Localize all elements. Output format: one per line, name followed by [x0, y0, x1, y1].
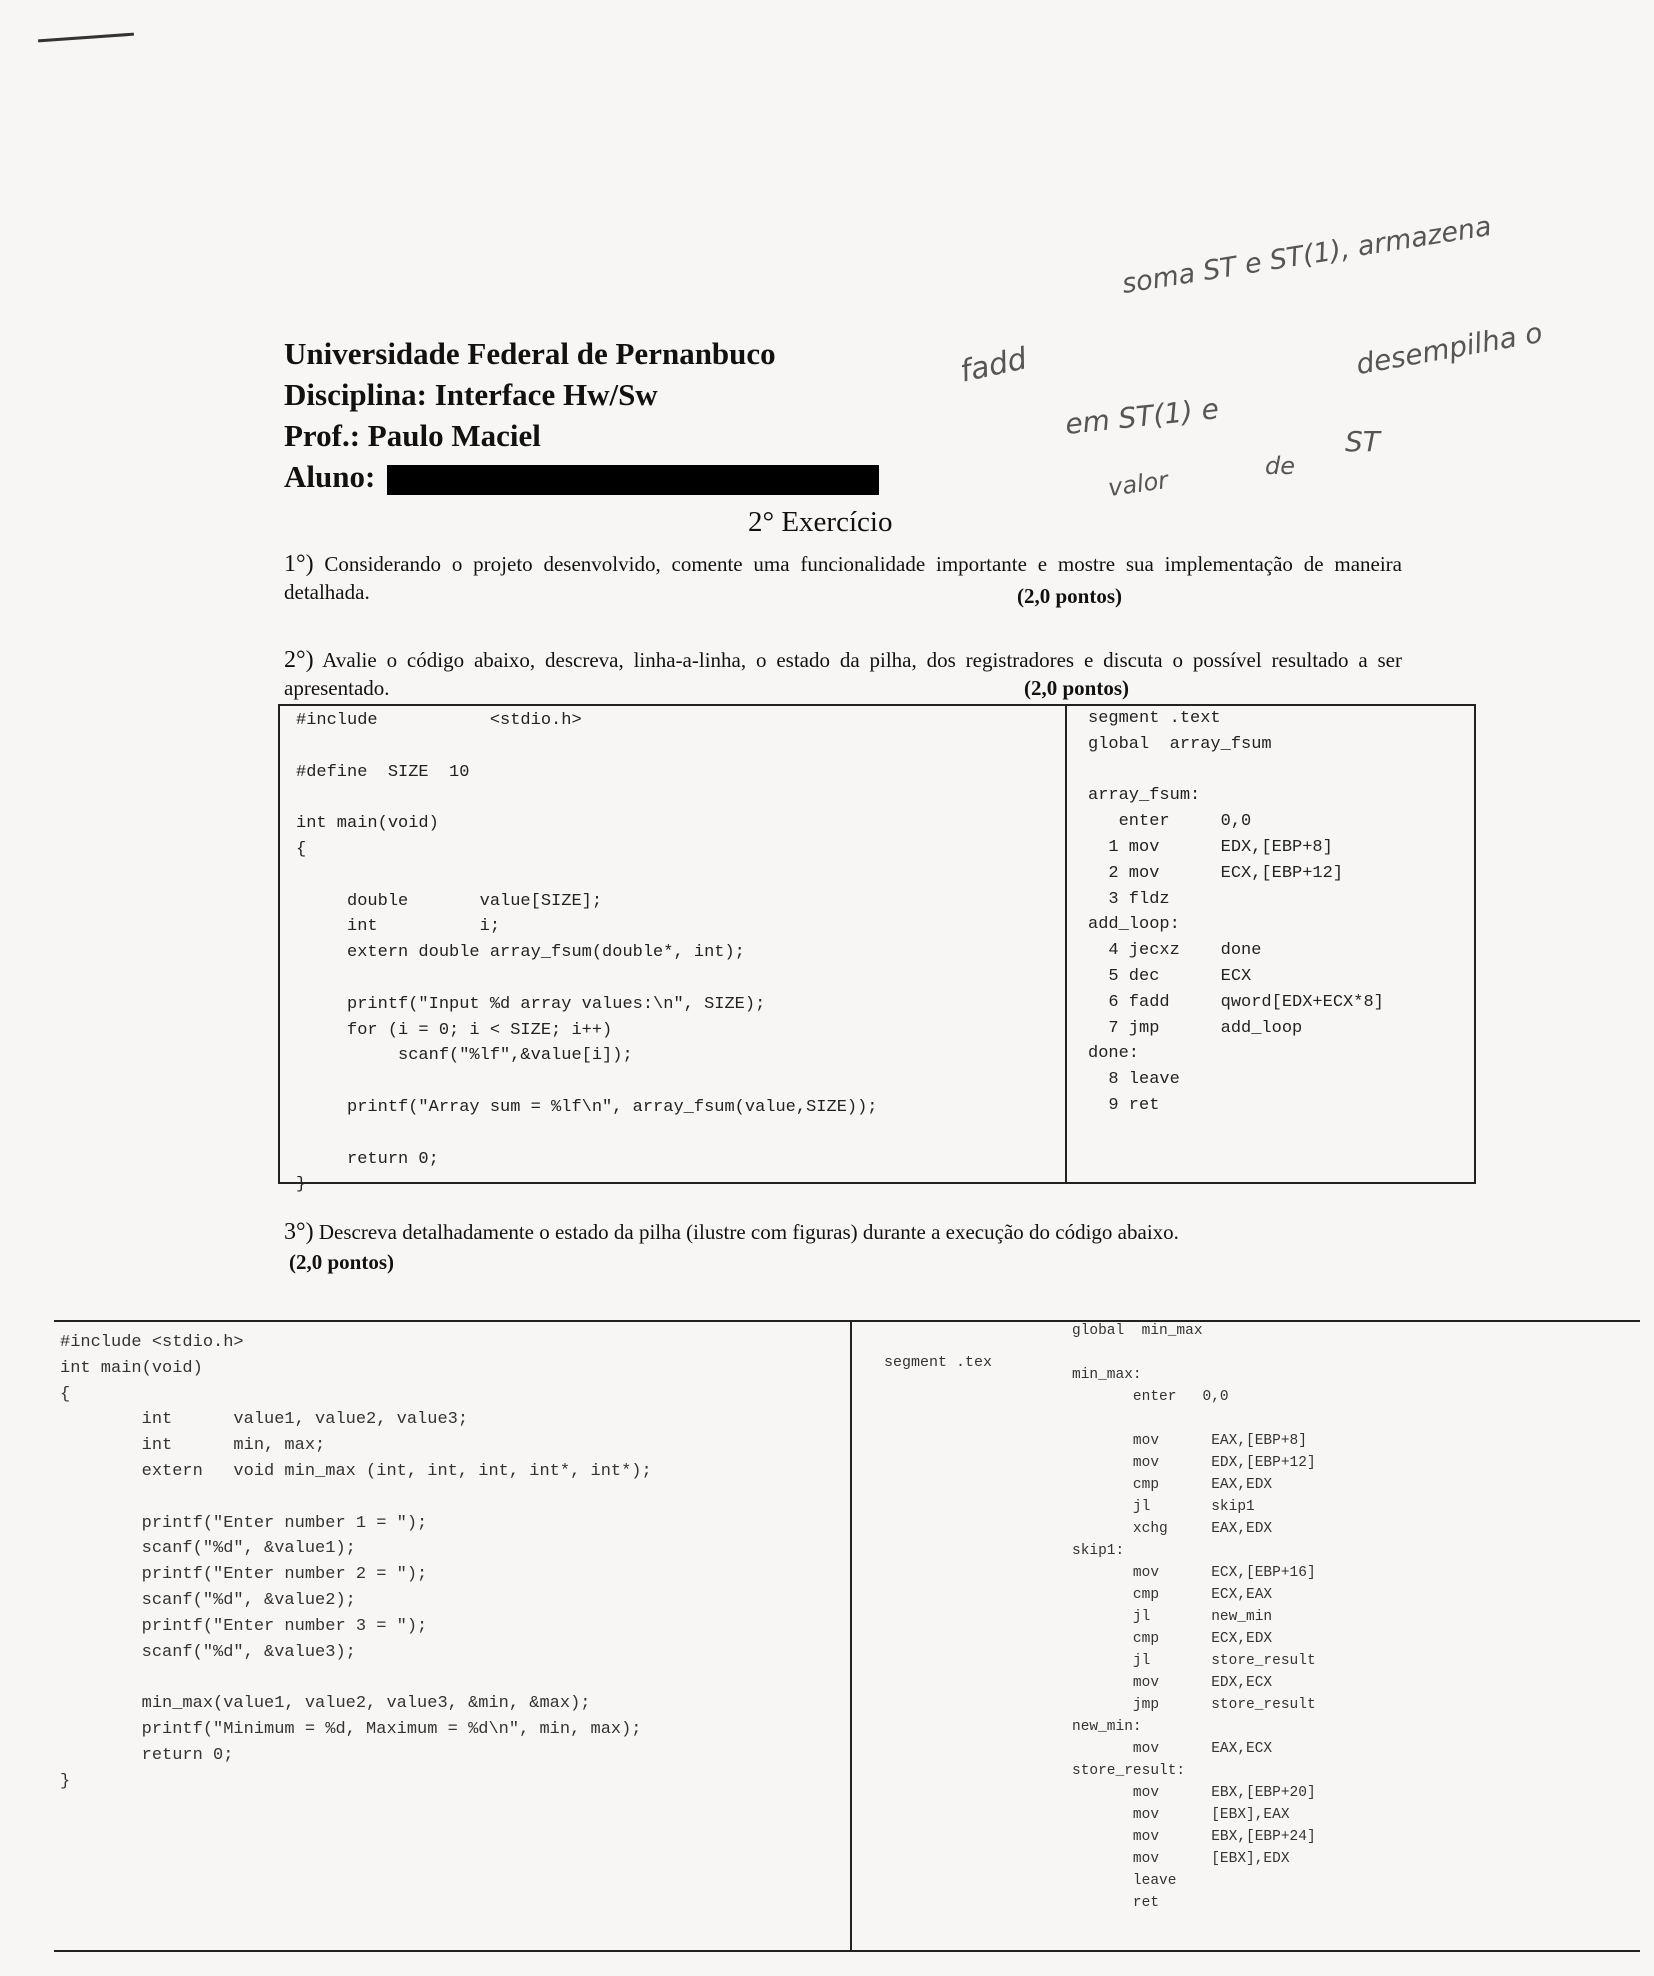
question-2-points: (2,0 pontos) — [1024, 676, 1130, 700]
q3-divider — [850, 1320, 852, 1950]
question-1-text: Considerando o projeto desenvolvido, comente uma funcionalidade importante e mostre sua implementação de maneira detalhada. — [284, 552, 1402, 604]
q2-code-box — [278, 704, 1476, 1195]
question-1-number: 1°) — [284, 551, 314, 577]
q2-box-divider — [1065, 706, 1067, 1182]
header-block — [284, 333, 879, 497]
question-3-points: (2,0 pontos) — [289, 1250, 395, 1274]
question-2 — [284, 646, 1402, 702]
handwriting-valor: valor — [1106, 465, 1170, 503]
q3-bottom-rule — [54, 1950, 1640, 1952]
q3-c-code: #include <stdio.h> int main(void) { int value1, value2, value3; int min, max; extern void min_max (int, int, int, int*, int*); printf("Enter number 1 = "); scanf("%d", &value1); printf("Enter number 2 = "); scanf("%d", &value2); printf("Enter number 3 = "); scanf("%d", &value3); min_max(value1, value2, value3, &min, &max); printf("Minimum = %d, Maximum = %d\n", min, max); return 0; } — [60, 1333, 652, 1791]
q3-asm-code: global min_max min_max: enter 0,0 mov EAX,[EBP+8] mov EDX,[EBP+12] cmp EAX,EDX jl skip1 xchg EAX,EDX skip1: mov ECX,[EBP+16] cmp ECX,EAX jl new_min cmp ECX,EDX jl store_result mov EDX,ECX jmp store_result new_min: mov EAX,ECX store_result: mov EBX,[EBP+20] mov [EBX],EAX mov EBX,[EBP+24] mov [EBX],EDX leave ret — [1072, 1323, 1316, 1911]
question-3-number: 3°) — [284, 1219, 314, 1245]
question-3-text: Descreva detalhadamente o estado da pilha (ilustre com figuras) durante a execução do código abaixo. — [318, 1220, 1179, 1244]
question-2-text: Avalie o código abaixo, descreva, linha-a-linha, o estado da pilha, dos registradores e discuta o possível resultado a ser apresentado. — [284, 648, 1402, 700]
university-name: Universidade Federal de Pernanbuco — [284, 336, 776, 371]
q3-top-rule — [54, 1320, 1640, 1322]
question-1 — [284, 550, 1402, 606]
q2-asm-code: segment .text global array_fsum array_fsum: enter 0,0 1 mov EDX,[EBP+8] 2 mov ECX,[EBP+12] 3 fldz add_loop: 4 jecxz done 5 dec ECX 6 fadd qword[EDX+ECX*8] 7 jmp add_loop done: 8 leave 9 ret — [1088, 709, 1384, 1115]
student-row — [284, 456, 879, 497]
exercise-title: 2° Exercício — [748, 506, 893, 538]
question-1-points: (2,0 pontos) — [1017, 584, 1123, 608]
redacted-name — [387, 465, 879, 495]
q2-c-code: #include <stdio.h> #define SIZE 10 int main(void) { double value[SIZE]; int i; extern double array_fsum(double*, int); printf("Input %d array values:\n", SIZE); for (i = 0; i < SIZE; i++) scanf("%lf",&value[i]); printf("Array sum = %lf\n", array_fsum(value,SIZE)); return 0; } — [296, 711, 878, 1195]
handwriting-fadd: fadd — [957, 341, 1030, 390]
student-label: Aluno: — [284, 459, 376, 494]
handwriting-line1: soma ST e ST(1), armazena — [1119, 210, 1494, 301]
question-2-number: 2°) — [284, 647, 314, 673]
professor: Prof.: Paulo Maciel — [284, 418, 541, 453]
handwriting-line3: em ST(1) e — [1063, 392, 1221, 441]
handwriting-st: ST — [1345, 425, 1380, 458]
scan-mark — [38, 33, 134, 43]
handwriting-de: de — [1265, 452, 1295, 480]
handwriting-line2: desempilha o — [1353, 315, 1545, 382]
q3-asm-segment: segment .tex — [884, 1354, 993, 1371]
question-3 — [284, 1218, 1434, 1246]
discipline: Disciplina: Interface Hw/Sw — [284, 377, 658, 412]
